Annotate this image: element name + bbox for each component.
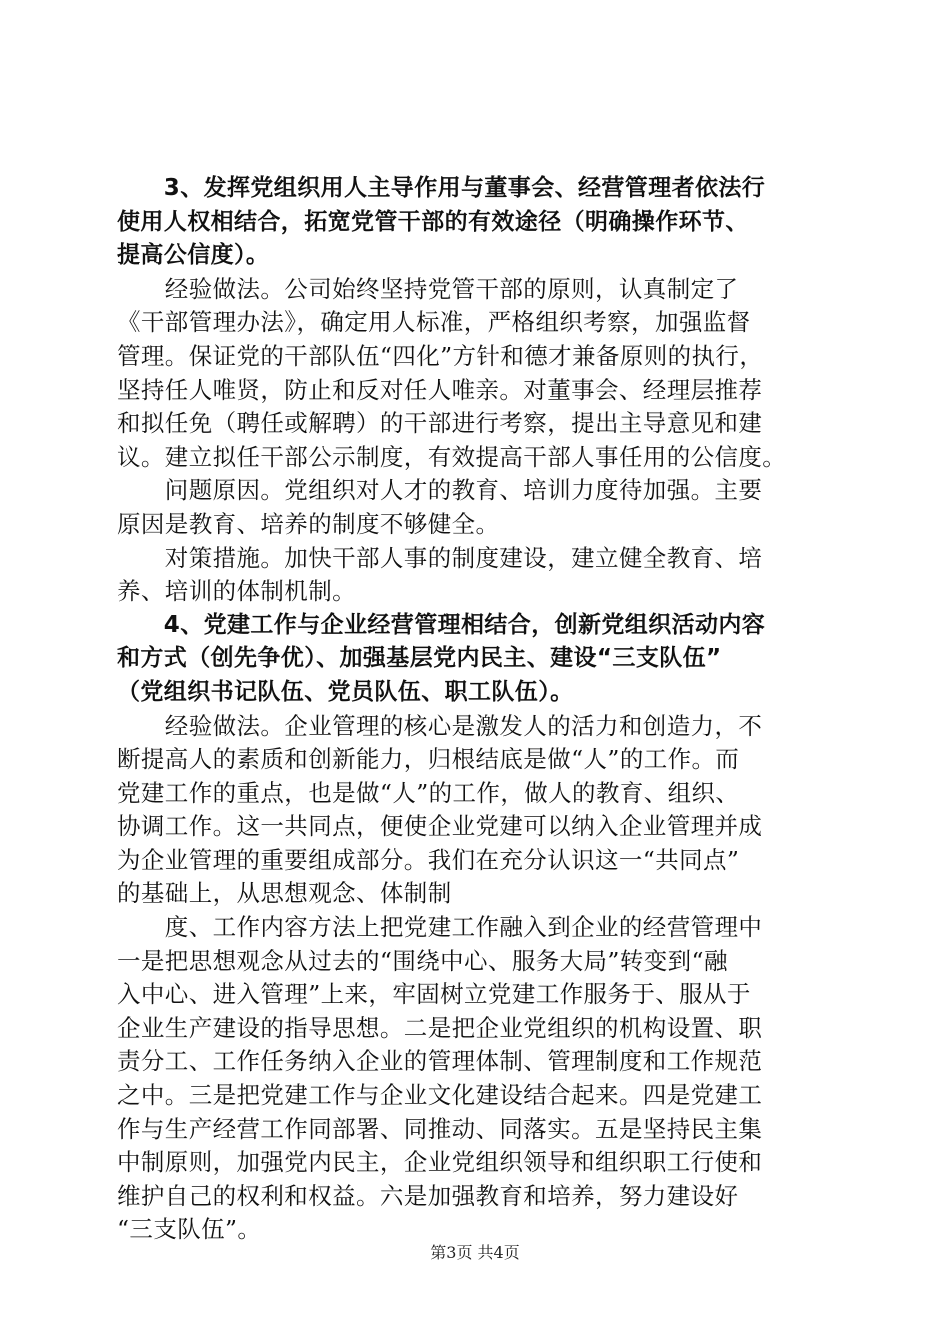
- text-line: 问题原因。党组织对人才的教育、培训力度待加强。主要: [117, 476, 763, 505]
- text-line: 度、工作内容方法上把党建工作融入到企业的经营管理中: [117, 913, 763, 942]
- text-line: 经验做法。企业管理的核心是激发人的活力和创造力，不: [117, 711, 763, 740]
- text-line: 维护自己的权利和权益。六是加强教育和培养，努力建设好: [117, 1181, 739, 1210]
- heading-line: 使用人权相结合，拓宽党管干部的有效途径（明确操作环节、: [117, 208, 749, 235]
- text-line: 《干部管理办法》，确定用人标准，严格组织考察，加强监督: [117, 308, 751, 337]
- text-line: 协调工作。这一共同点，便使企业党建可以纳入企业管理并成: [117, 812, 763, 841]
- text-line: 一是把思想观念从过去的“围绕中心、服务大局”转变到“融: [117, 946, 728, 975]
- text-line: 中制原则，加强党内民主，企业党组织领导和组织职工行使和: [117, 1148, 763, 1177]
- text-line: 党建工作的重点，也是做“人”的工作，做人的教育、组织、: [117, 778, 740, 807]
- heading-line: 4、党建工作与企业经营管理相结合，创新党组织活动内容: [117, 611, 766, 638]
- text-line: 断提高人的素质和创新能力，归根结底是做“人”的工作。而: [117, 745, 740, 774]
- text-line: 企业生产建设的指导思想。二是把企业党组织的机构设置、职: [117, 1013, 763, 1042]
- text-line: 的基础上，从思想观念、体制制: [117, 879, 452, 908]
- page-number-footer: 第3页 共4页: [430, 1243, 520, 1262]
- text-line: 管理。保证党的干部队伍“四化”方针和德才兼备原则的执行，: [117, 341, 764, 370]
- text-line: “三支队伍”。: [117, 1215, 262, 1244]
- heading-line: 提高公信度）。: [117, 242, 270, 269]
- text-line: 养、培训的体制机制。: [117, 577, 356, 606]
- text-line: 和拟任免（聘任或解聘）的干部进行考察，提出主导意见和建: [117, 409, 763, 438]
- heading-line: （党组织书记队伍、党员队伍、职工队伍）。: [117, 678, 574, 705]
- document-body: [117, 172, 835, 1247]
- text-line: 为企业管理的重要组成部分。我们在充分认识这一“共同点”: [117, 845, 740, 874]
- heading-line: 和方式（创先争优）、加强基层党内民主、建设“三支队伍”: [117, 645, 722, 672]
- text-line: 原因是教育、培养的制度不够健全。: [117, 509, 500, 538]
- text-line: 议。建立拟任干部公示制度，有效提高干部人事任用的公信度。: [117, 442, 787, 471]
- text-line: 责分工、工作任务纳入企业的管理体制、管理制度和工作规范: [117, 1047, 763, 1076]
- text-line: 之中。三是把党建工作与企业文化建设结合起来。四是党建工: [117, 1081, 763, 1110]
- text-line: 对策措施。加快干部人事的制度建设，建立健全教育、培: [117, 543, 763, 572]
- text-line: 坚持任人唯贤，防止和反对任人唯亲。对董事会、经理层推荐: [117, 375, 763, 404]
- text-line: 入中心、进入管理”上来，牢固树立党建工作服务于、服从于: [117, 980, 751, 1009]
- text-line: 经验做法。公司始终坚持党管干部的原则，认真制定了: [117, 274, 739, 303]
- heading-line: 3、发挥党组织用人主导作用与董事会、经营管理者依法行: [117, 175, 766, 201]
- text-line: 作与生产经营工作同部署、同推动、同落实。五是坚持民主集: [117, 1114, 763, 1143]
